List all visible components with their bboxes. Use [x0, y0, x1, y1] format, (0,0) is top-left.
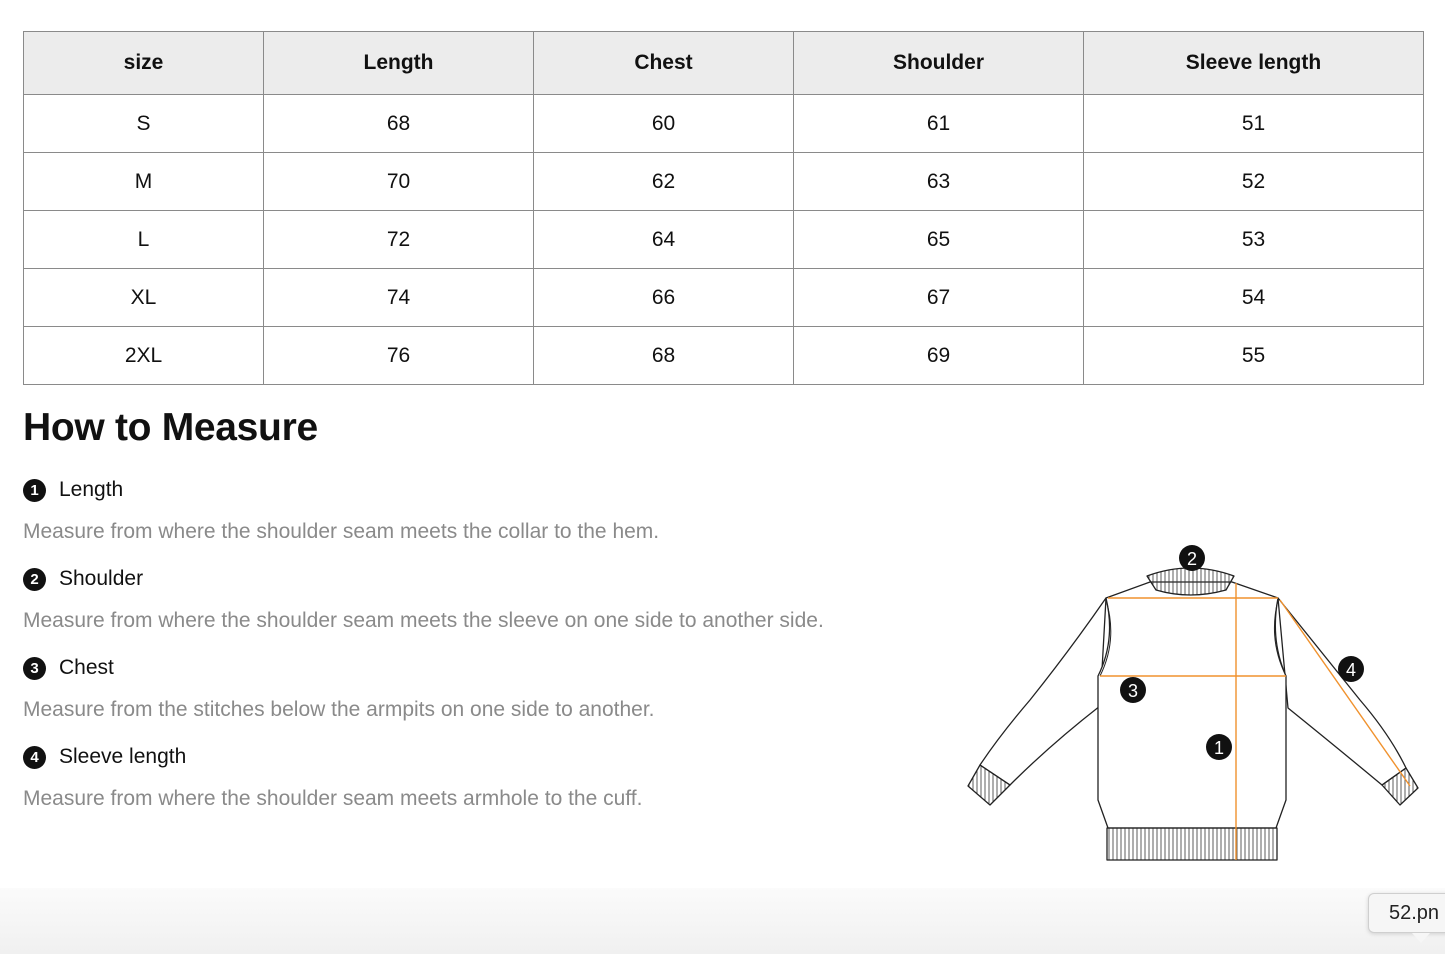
- table-row: [24, 95, 1424, 153]
- column-header-sleeve-length: Sleeve length: [1084, 32, 1424, 95]
- table-cell: 65: [794, 211, 1084, 269]
- size-chart-table: [23, 31, 1424, 385]
- measure-item-description: Measure from where the shoulder seam meets armhole to the cuff.: [23, 787, 643, 810]
- diagram-marker-4: [1338, 656, 1364, 682]
- table-cell: 55: [1084, 327, 1424, 385]
- table-cell: M: [24, 153, 264, 211]
- measure-item-title: Length: [59, 478, 124, 501]
- table-cell: 67: [794, 269, 1084, 327]
- table-cell: 64: [534, 211, 794, 269]
- sweater-outline-icon: [960, 530, 1430, 870]
- svg-text:4: 4: [1345, 660, 1357, 680]
- measure-item-header: [23, 566, 923, 592]
- measure-item-title: Shoulder: [59, 567, 144, 590]
- svg-text:3: 3: [1127, 681, 1139, 701]
- table-row: [24, 327, 1424, 385]
- measure-item-title: Sleeve length: [59, 745, 187, 768]
- diagram-marker-1: [1206, 734, 1232, 760]
- measure-item-header: [23, 655, 923, 681]
- diagram-marker-2: [1179, 545, 1205, 571]
- svg-text:1: 1: [1213, 738, 1225, 758]
- table-cell: 68: [264, 95, 534, 153]
- measure-item-header: [23, 477, 923, 503]
- svg-text:2: 2: [1186, 549, 1198, 569]
- measure-item-title: Chest: [59, 656, 114, 679]
- measure-item-description: Measure from the stitches below the armpits on one side to another.: [23, 698, 655, 721]
- diagram-marker-3: [1120, 677, 1146, 703]
- number-badge-3: 3: [23, 657, 46, 680]
- table-cell: 63: [794, 153, 1084, 211]
- table-cell: 74: [264, 269, 534, 327]
- table-cell: 54: [1084, 269, 1424, 327]
- measure-item-description: Measure from where the shoulder seam meets the collar to the hem.: [23, 520, 660, 543]
- filename-tooltip: 52.pn: [1368, 893, 1445, 933]
- column-header-length: Length: [264, 32, 534, 95]
- table-cell: 52: [1084, 153, 1424, 211]
- table-cell: 68: [534, 327, 794, 385]
- table-row: [24, 153, 1424, 211]
- tooltip-arrow: [1412, 933, 1430, 943]
- table-cell: 53: [1084, 211, 1424, 269]
- table-cell: XL: [24, 269, 264, 327]
- table-cell: L: [24, 211, 264, 269]
- measure-item-description: Measure from where the shoulder seam meets the sleeve on one side to another side.: [23, 609, 824, 632]
- table-cell: 66: [534, 269, 794, 327]
- table-cell: 60: [534, 95, 794, 153]
- column-header-size: size: [24, 32, 264, 95]
- number-badge-2: 2: [23, 568, 46, 591]
- table-cell: 69: [794, 327, 1084, 385]
- table-cell: 72: [264, 211, 534, 269]
- table-cell: 76: [264, 327, 534, 385]
- table-cell: 62: [534, 153, 794, 211]
- table-cell: 51: [1084, 95, 1424, 153]
- measure-item-sleeve-length: [23, 744, 923, 811]
- table-cell: 70: [264, 153, 534, 211]
- table-cell: 2XL: [24, 327, 264, 385]
- column-header-chest: Chest: [534, 32, 794, 95]
- number-badge-1: 1: [23, 479, 46, 502]
- table-cell: S: [24, 95, 264, 153]
- table-row: [24, 211, 1424, 269]
- column-header-shoulder: Shoulder: [794, 32, 1084, 95]
- bottom-bar: [0, 888, 1445, 954]
- measure-item-header: [23, 744, 923, 770]
- number-badge-4: 4: [23, 746, 46, 769]
- table-cell: 61: [794, 95, 1084, 153]
- table-header-row: [24, 32, 1424, 95]
- measure-item-length: [23, 477, 923, 544]
- measure-item-shoulder: [23, 566, 923, 633]
- measure-item-chest: [23, 655, 923, 722]
- table-row: [24, 269, 1424, 327]
- how-to-measure-title: How to Measure: [23, 406, 318, 449]
